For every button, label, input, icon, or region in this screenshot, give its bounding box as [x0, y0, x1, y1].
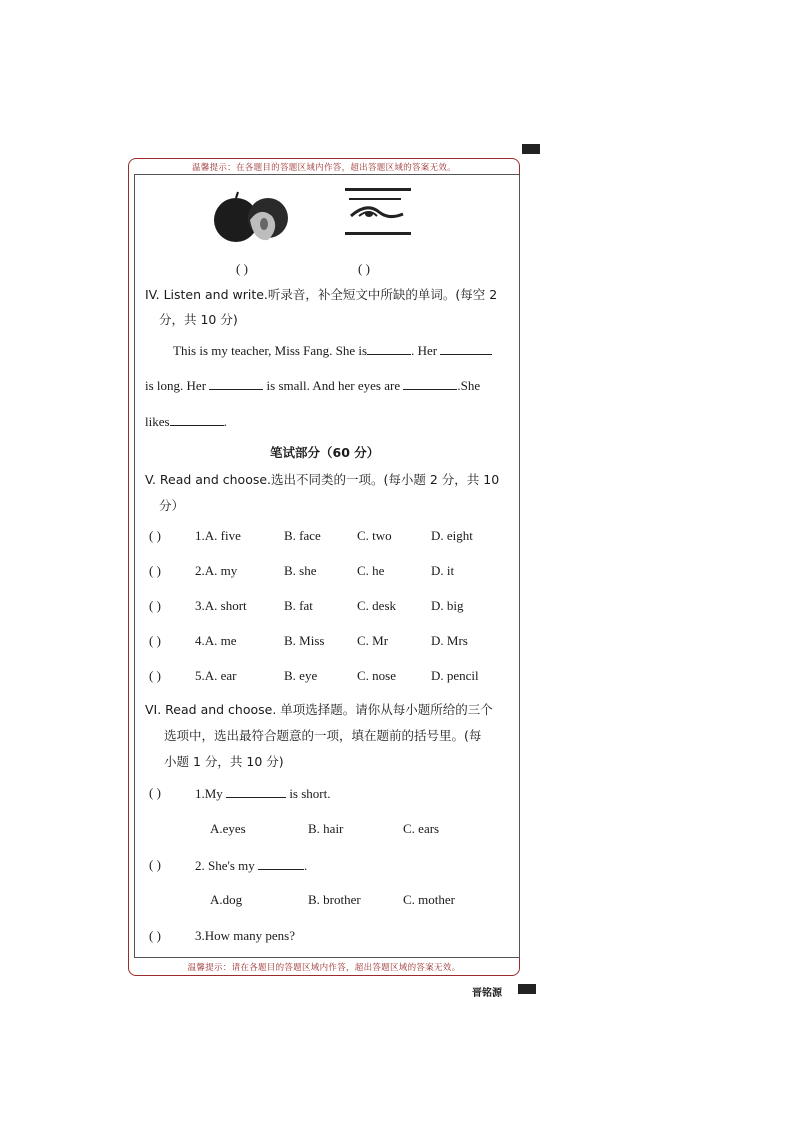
q2-option-c: C. mother: [403, 892, 455, 907]
option-c: C. two: [357, 528, 392, 543]
apples-picture: [208, 190, 292, 246]
section6-title: VI. Read and choose. 单项选择题。请你从每小题所给的三个: [145, 702, 493, 717]
option-b: B. Miss: [284, 633, 325, 648]
blank-3[interactable]: [209, 377, 263, 390]
passage-text: . Her: [411, 343, 438, 358]
blank-1[interactable]: [367, 342, 411, 355]
section4-line1: [173, 342, 492, 359]
section4-title: IV. Listen and write.听录音，补全短文中所缺的单词。(每空 2: [145, 287, 498, 302]
option-b: B. fat: [284, 598, 313, 613]
section4-title-cont: 分，共 10 分): [159, 312, 238, 327]
picture-answer-bracket-2[interactable]: ( ): [358, 261, 370, 276]
blank-2[interactable]: [440, 342, 492, 355]
section4-line3: [145, 413, 227, 430]
q2-blank: [258, 857, 304, 870]
written-part-header: 笔试部分（60 分）: [270, 445, 380, 460]
option-a: 5.A. ear: [195, 668, 237, 683]
passage-text: .: [223, 414, 227, 429]
section5-title-cont: 分）: [159, 498, 185, 513]
q1-option-c: C. ears: [403, 821, 440, 836]
option-c: C. desk: [357, 598, 396, 613]
option-d: D. eight: [431, 528, 473, 543]
option-a: 3.A. short: [195, 598, 247, 613]
option-d: D. Mrs: [431, 633, 468, 648]
q3-answer-bracket[interactable]: ( ): [149, 928, 161, 943]
option-d: D. big: [431, 598, 464, 613]
registration-mark-bottom: [518, 984, 536, 994]
section5-title: V. Read and choose.选出不同类的一项。(每小题 2 分，共 10: [145, 472, 500, 487]
passage-text: likes: [145, 414, 170, 429]
option-b: B. face: [284, 528, 321, 543]
option-d: D. pencil: [431, 668, 479, 683]
answer-bracket[interactable]: ( ): [149, 668, 161, 683]
q1-stem: [195, 785, 330, 802]
passage-text: is small. And her eyes are: [266, 378, 401, 393]
answer-bracket[interactable]: ( ): [149, 528, 161, 543]
q1-option-b: B. hair: [308, 821, 344, 836]
q1-answer-bracket[interactable]: ( ): [149, 785, 161, 800]
answer-bracket[interactable]: ( ): [149, 563, 161, 578]
q2-answer-bracket[interactable]: ( ): [149, 857, 161, 872]
question-text: .: [304, 858, 308, 873]
option-b: B. she: [284, 563, 317, 578]
q2-option-b: B. brother: [308, 892, 361, 907]
registration-mark-top: [522, 144, 540, 154]
option-b: B. eye: [284, 668, 318, 683]
answer-bracket[interactable]: ( ): [149, 598, 161, 613]
option-c: C. nose: [357, 668, 396, 683]
q1-option-a: A.eyes: [210, 821, 246, 836]
option-a: 1.A. five: [195, 528, 241, 543]
eye-picture: [343, 186, 413, 240]
passage-text: is long. Her: [145, 378, 207, 393]
option-a: 2.A. my: [195, 563, 238, 578]
q2-option-a: A.dog: [210, 892, 243, 907]
question-text: 2. She's my: [195, 858, 255, 873]
section6-title-cont2: 小题 1 分，共 10 分): [164, 754, 284, 769]
footer-brand: 晋铭源: [472, 988, 502, 999]
warning-bottom: 温馨提示：请在各题目的答题区域内作答，超出答题区域的答案无效。: [187, 963, 461, 973]
question-text: is short.: [289, 786, 331, 801]
q2-stem: [195, 857, 307, 874]
answer-bracket[interactable]: ( ): [149, 633, 161, 648]
picture-answer-bracket-1[interactable]: ( ): [236, 261, 248, 276]
option-d: D. it: [431, 563, 455, 578]
passage-text: .She: [457, 378, 481, 393]
q1-blank: [226, 785, 286, 798]
question-text: 1.My: [195, 786, 223, 801]
q3-stem: 3.How many pens?: [195, 928, 296, 943]
blank-5[interactable]: [170, 413, 224, 426]
passage-text: This is my teacher, Miss Fang. She is: [173, 343, 368, 358]
section4-line2: [145, 377, 480, 394]
option-c: C. he: [357, 563, 385, 578]
warning-top: 温馨提示：在各题目的答题区域内作答，超出答题区域的答案无效。: [191, 163, 456, 173]
option-a: 4.A. me: [195, 633, 237, 648]
blank-4[interactable]: [403, 377, 457, 390]
option-c: C. Mr: [357, 633, 389, 648]
section6-title-cont: 选项中，选出最符合题意的一项，填在题前的括号里。(每: [164, 728, 482, 743]
